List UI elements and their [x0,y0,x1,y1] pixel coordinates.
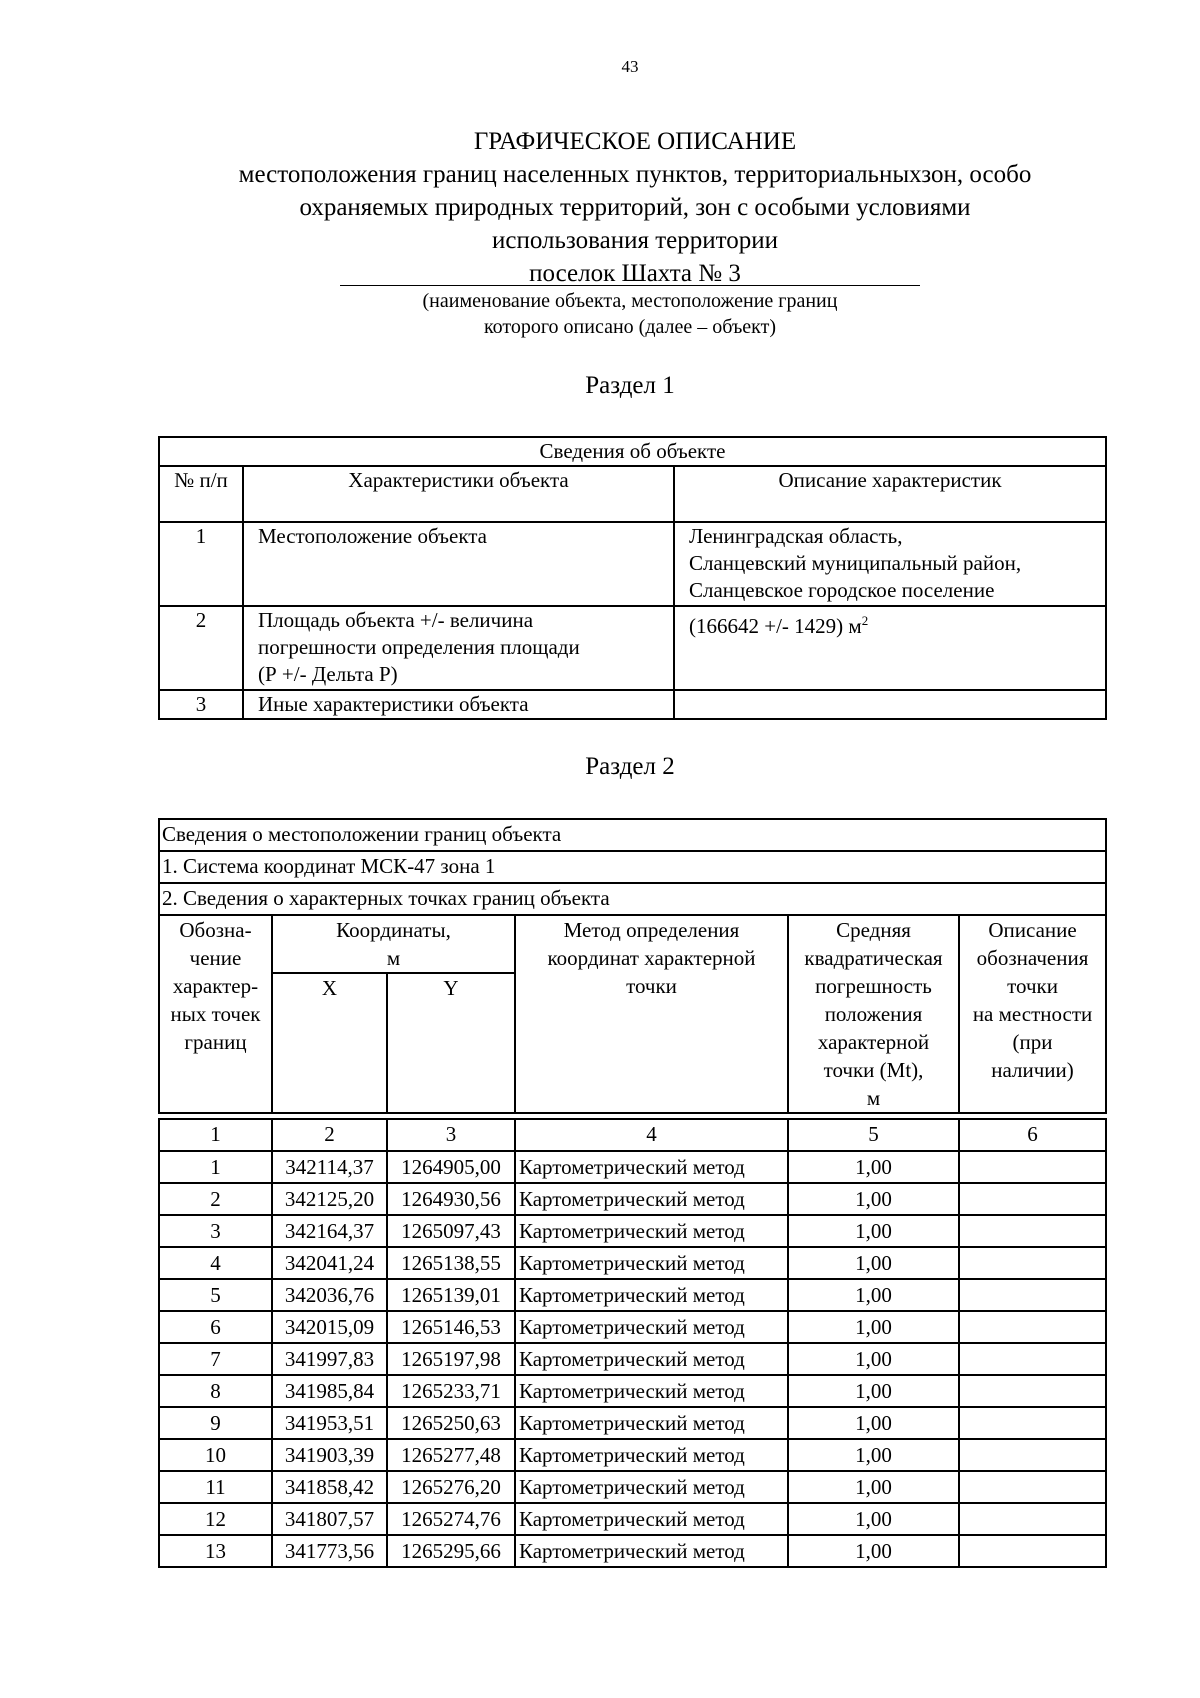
header-line: Координаты, [336,918,451,942]
header-method [515,915,788,1113]
cell-coord-y: 1265233,71 [387,1375,515,1407]
cell-point-id: 6 [159,1311,272,1343]
table-row [159,1535,1106,1567]
cell-coord-y: 1264905,00 [387,1151,515,1183]
area-value: (166642 +/- 1429) м [689,614,862,638]
cell-point-id: 2 [159,1183,272,1215]
cell-marking [959,1183,1106,1215]
row-description [674,522,1106,606]
cell-method: Картометрический метод [515,1407,788,1439]
cell-error: 1,00 [788,1375,959,1407]
row-characteristic [243,606,674,690]
cell-marking [959,1407,1106,1439]
cell-marking [959,1503,1106,1535]
cell-error: 1,00 [788,1247,959,1279]
cell-coord-x: 341807,57 [272,1503,387,1535]
section-1-heading: Раздел 1 [585,372,675,399]
column-number: 4 [515,1119,788,1151]
header-line: квадратическая [804,946,943,970]
cell-coord-x: 342036,76 [272,1279,387,1311]
column-number: 3 [387,1119,515,1151]
title-line: охраняемых природных территорий, зон с особыми условиями [299,194,971,221]
header-description: Описание характеристик [674,466,1106,522]
points-caption: 2. Сведения о характерных точках границ объекта [159,883,1106,915]
cell-point-id: 7 [159,1343,272,1375]
description-line: Сланцевское городское поселение [689,578,995,602]
table-row [159,1215,1106,1247]
cell-coord-x: 342114,37 [272,1151,387,1183]
cell-marking [959,1535,1106,1567]
description-line: Сланцевский муниципальный район, [689,551,1022,575]
title-line: ГРАФИЧЕСКОЕ ОПИСАНИЕ [473,128,797,155]
header-line: характер- [172,974,259,998]
column-number: 1 [159,1119,272,1151]
characteristic-line: Площадь объекта +/- величина [258,608,534,632]
header-num: № п/п [159,466,243,522]
cell-error: 1,00 [788,1311,959,1343]
header-line: обозначения [976,946,1089,970]
header-line: точки [626,974,677,998]
cell-marking [959,1311,1106,1343]
cell-method: Картометрический метод [515,1215,788,1247]
table-row [159,1151,1106,1183]
cell-method: Картометрический метод [515,1439,788,1471]
cell-point-id: 10 [159,1439,272,1471]
cell-coord-y: 1265138,55 [387,1247,515,1279]
cell-marking [959,1215,1106,1247]
caption-line: которого описано (далее – объект) [483,316,777,338]
table-row [159,1343,1106,1375]
area-unit-exponent: 2 [861,613,869,628]
cell-coord-y: 1265277,48 [387,1439,515,1471]
header-line: м [866,1086,881,1110]
table-row [159,1279,1106,1311]
cell-error: 1,00 [788,1183,959,1215]
row-characteristic: Местоположение объекта [243,522,674,606]
cell-coord-x: 341903,39 [272,1439,387,1471]
page-number: 43 [621,57,639,76]
column-number: 5 [788,1119,959,1151]
cell-coord-x: 341858,42 [272,1471,387,1503]
cell-coord-y: 1265097,43 [387,1215,515,1247]
row-num: 3 [159,690,243,719]
row-num: 1 [159,522,243,606]
object-name-caption [340,288,920,340]
table-row [159,606,1106,690]
header-line: Метод определения [563,918,740,942]
cell-coord-x: 342125,20 [272,1183,387,1215]
header-line: наличии) [991,1058,1074,1082]
caption-line: (наименование объекта, местоположение границ [422,290,838,312]
row-description [674,690,1106,719]
cell-error: 1,00 [788,1215,959,1247]
coordinate-system: 1. Система координат МСК-47 зона 1 [159,851,1106,883]
cell-point-id: 8 [159,1375,272,1407]
characteristic-line: погрешности определения площади [258,635,580,659]
header-line: точки (Mt), [823,1058,924,1082]
column-number: 6 [959,1119,1106,1151]
header-line: характерной [817,1030,930,1054]
points-body [159,1151,1106,1567]
column-number-row [159,1119,1106,1151]
cell-error: 1,00 [788,1279,959,1311]
cell-coord-y: 1265295,66 [387,1535,515,1567]
header-coordinates [272,915,515,973]
header-line: погрешность [815,974,932,998]
cell-method: Картометрический метод [515,1471,788,1503]
boundary-points-table [158,818,1107,1568]
cell-method: Картометрический метод [515,1247,788,1279]
header-characteristic: Характеристики объекта [243,466,674,522]
header-line: ных точек [170,1002,261,1026]
header-point [159,915,272,1113]
header-error [788,915,959,1113]
cell-method: Картометрический метод [515,1343,788,1375]
row-description [674,606,1106,690]
header-line: координат характерной [547,946,756,970]
object-info-table [158,436,1107,720]
cell-coord-x: 341985,84 [272,1375,387,1407]
cell-coord-y: 1265139,01 [387,1279,515,1311]
header-line: положения [824,1002,923,1026]
cell-coord-x: 342164,37 [272,1215,387,1247]
table-row [159,1439,1106,1471]
cell-coord-y: 1265274,76 [387,1503,515,1535]
header-marking [959,915,1106,1113]
cell-marking [959,1343,1106,1375]
characteristic-line: (Р +/- Дельта Р) [258,662,398,686]
cell-coord-y: 1265276,20 [387,1471,515,1503]
cell-method: Картометрический метод [515,1151,788,1183]
cell-method: Картометрический метод [515,1375,788,1407]
cell-marking [959,1471,1106,1503]
cell-point-id: 5 [159,1279,272,1311]
cell-coord-x: 342015,09 [272,1311,387,1343]
cell-method: Картометрический метод [515,1503,788,1535]
cell-method: Картометрический метод [515,1535,788,1567]
header-line: Обозна- [179,918,252,942]
cell-point-id: 11 [159,1471,272,1503]
table-caption: Сведения о местоположении границ объекта [159,819,1106,851]
cell-coord-y: 1265250,63 [387,1407,515,1439]
header-line: м [386,946,401,970]
document-title [160,125,1110,290]
row-num: 2 [159,606,243,690]
cell-coord-x: 341997,83 [272,1343,387,1375]
cell-error: 1,00 [788,1503,959,1535]
table-row [159,1311,1106,1343]
description-line: Ленинградская область, [689,524,903,548]
cell-point-id: 1 [159,1151,272,1183]
cell-method: Картометрический метод [515,1279,788,1311]
table-row [159,522,1106,606]
cell-error: 1,00 [788,1151,959,1183]
cell-error: 1,00 [788,1471,959,1503]
table-row [159,1471,1106,1503]
cell-marking [959,1247,1106,1279]
cell-method: Картометрический метод [515,1183,788,1215]
title-line: местоположения границ населенных пунктов, территориальныхзон, особо [238,161,1032,188]
section-2-heading: Раздел 2 [585,753,675,780]
cell-coord-x: 341953,51 [272,1407,387,1439]
cell-error: 1,00 [788,1343,959,1375]
table-header-row [159,915,1106,973]
cell-error: 1,00 [788,1439,959,1471]
header-line: границ [184,1030,247,1054]
table-row [159,1407,1106,1439]
cell-error: 1,00 [788,1407,959,1439]
table-row [159,690,1106,719]
cell-coord-y: 1264930,56 [387,1183,515,1215]
object-name-underline [340,285,920,286]
cell-point-id: 3 [159,1215,272,1247]
header-line: точки [1007,974,1058,998]
coordinate-system-row [159,851,1106,883]
cell-coord-x: 341773,56 [272,1535,387,1567]
cell-marking [959,1151,1106,1183]
table-caption: Сведения об объекте [159,437,1106,466]
header-line: (при [1012,1030,1053,1054]
table-row [159,1375,1106,1407]
cell-coord-y: 1265197,98 [387,1343,515,1375]
cell-point-id: 4 [159,1247,272,1279]
header-line: Описание [988,918,1077,942]
cell-point-id: 13 [159,1535,272,1567]
points-caption-row [159,883,1106,915]
cell-marking [959,1375,1106,1407]
table-caption-row [159,819,1106,851]
object-name: поселок Шахта № 3 [529,260,741,287]
table-header-row [159,466,1106,522]
header-x: X [272,973,387,1113]
title-line: использования территории [492,227,778,254]
cell-coord-x: 342041,24 [272,1247,387,1279]
cell-method: Картометрический метод [515,1311,788,1343]
column-number: 2 [272,1119,387,1151]
header-line: на местности [972,1002,1093,1026]
cell-marking [959,1439,1106,1471]
cell-coord-y: 1265146,53 [387,1311,515,1343]
cell-marking [959,1279,1106,1311]
header-line: Средняя [836,918,911,942]
row-characteristic: Иные характеристики объекта [243,690,674,719]
table-row [159,1503,1106,1535]
header-line: чение [189,946,242,970]
cell-point-id: 9 [159,1407,272,1439]
cell-error: 1,00 [788,1535,959,1567]
header-y: Y [387,973,515,1113]
table-row [159,1247,1106,1279]
table-row [159,1183,1106,1215]
table-caption-row [159,437,1106,466]
cell-point-id: 12 [159,1503,272,1535]
